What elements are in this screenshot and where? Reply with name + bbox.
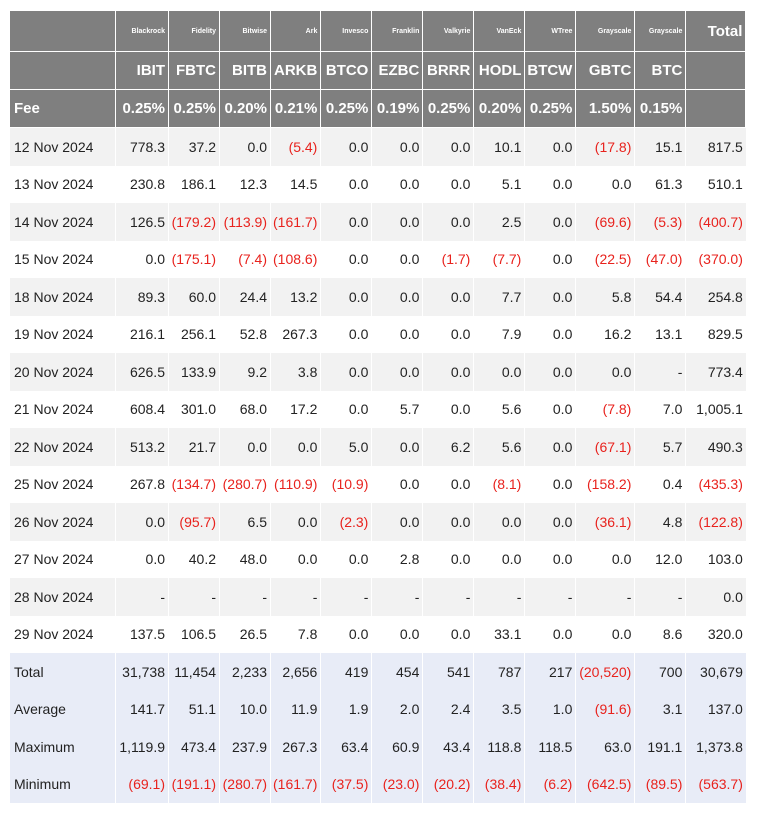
value-cell: 0.0 xyxy=(525,278,576,316)
value-cell: 0.0 xyxy=(116,241,169,279)
table-row xyxy=(10,241,746,279)
value-cell: 1.0 xyxy=(525,691,576,729)
value-cell: 0.0 xyxy=(423,278,474,316)
value-cell: 301.0 xyxy=(169,391,220,429)
date-cell: 20 Nov 2024 xyxy=(10,353,116,391)
value-cell: (17.8) xyxy=(576,128,635,166)
value-cell: - xyxy=(576,578,635,616)
value-cell: 3.1 xyxy=(635,691,686,729)
table-row xyxy=(10,128,746,166)
value-cell: 0.0 xyxy=(525,241,576,279)
empty-cell xyxy=(686,90,746,128)
value-cell: 12.0 xyxy=(635,541,686,579)
value-cell: 7.9 xyxy=(474,316,525,354)
row-total-cell: 30,679 xyxy=(686,653,746,691)
table-row xyxy=(10,316,746,354)
value-cell: 2,656 xyxy=(271,653,321,691)
fee-cell: 0.20% xyxy=(474,90,525,128)
value-cell: 0.0 xyxy=(372,241,423,279)
row-total-cell: 490.3 xyxy=(686,428,746,466)
ticker-cell: GBTC xyxy=(576,52,635,90)
row-total-cell: 137.0 xyxy=(686,691,746,729)
table-row xyxy=(10,428,746,466)
value-cell: 0.0 xyxy=(271,503,321,541)
value-cell: (5.4) xyxy=(271,128,321,166)
value-cell: 0.0 xyxy=(423,316,474,354)
value-cell: 454 xyxy=(372,653,423,691)
value-cell: 0.0 xyxy=(474,503,525,541)
value-cell: 2,233 xyxy=(220,653,271,691)
value-cell: (642.5) xyxy=(576,766,635,804)
value-cell: 0.0 xyxy=(525,503,576,541)
value-cell: 787 xyxy=(474,653,525,691)
value-cell: 126.5 xyxy=(116,203,169,241)
value-cell: 0.0 xyxy=(321,541,372,579)
value-cell: 0.0 xyxy=(576,541,635,579)
value-cell: 230.8 xyxy=(116,166,169,204)
row-total-cell: 773.4 xyxy=(686,353,746,391)
value-cell: 0.0 xyxy=(321,278,372,316)
value-cell: (2.3) xyxy=(321,503,372,541)
ticker-cell: IBIT xyxy=(116,52,169,90)
value-cell: (161.7) xyxy=(271,766,321,804)
value-cell: - xyxy=(635,353,686,391)
value-cell: (67.1) xyxy=(576,428,635,466)
summary-label: Maximum xyxy=(10,728,116,766)
value-cell: 26.5 xyxy=(220,616,271,654)
value-cell: (38.4) xyxy=(474,766,525,804)
value-cell: 3.8 xyxy=(271,353,321,391)
value-cell: 2.0 xyxy=(372,691,423,729)
value-cell: 0.0 xyxy=(271,428,321,466)
value-cell: 0.4 xyxy=(635,466,686,504)
date-cell: 22 Nov 2024 xyxy=(10,428,116,466)
value-cell: 0.0 xyxy=(423,166,474,204)
value-cell: 63.4 xyxy=(321,728,372,766)
value-cell: 0.0 xyxy=(423,391,474,429)
value-cell: (110.9) xyxy=(271,466,321,504)
value-cell: 12.3 xyxy=(220,166,271,204)
value-cell: (179.2) xyxy=(169,203,220,241)
value-cell: 0.0 xyxy=(423,503,474,541)
value-cell: (7.4) xyxy=(220,241,271,279)
fee-cell: 0.25% xyxy=(169,90,220,128)
fee-cell: 0.21% xyxy=(271,90,321,128)
value-cell: 63.0 xyxy=(576,728,635,766)
value-cell: 0.0 xyxy=(372,316,423,354)
row-total-cell: (435.3) xyxy=(686,466,746,504)
value-cell: 52.8 xyxy=(220,316,271,354)
value-cell: 267.3 xyxy=(271,316,321,354)
value-cell: (37.5) xyxy=(321,766,372,804)
value-cell: 267.3 xyxy=(271,728,321,766)
value-cell: 10.0 xyxy=(220,691,271,729)
value-cell: (10.9) xyxy=(321,466,372,504)
value-cell: 9.2 xyxy=(220,353,271,391)
value-cell: 0.0 xyxy=(321,316,372,354)
issuer-cell: WTree xyxy=(525,11,576,52)
fee-row xyxy=(10,90,746,128)
value-cell: 5.7 xyxy=(635,428,686,466)
value-cell: 141.7 xyxy=(116,691,169,729)
value-cell: 5.6 xyxy=(474,428,525,466)
summary-row xyxy=(10,728,746,766)
value-cell: 0.0 xyxy=(423,466,474,504)
value-cell: (91.6) xyxy=(576,691,635,729)
value-cell: 0.0 xyxy=(576,353,635,391)
value-cell: (36.1) xyxy=(576,503,635,541)
ticker-cell: BTCO xyxy=(321,52,372,90)
value-cell: 0.0 xyxy=(321,391,372,429)
value-cell: 24.4 xyxy=(220,278,271,316)
date-cell: 18 Nov 2024 xyxy=(10,278,116,316)
ticker-cell: BITB xyxy=(220,52,271,90)
date-cell: 25 Nov 2024 xyxy=(10,466,116,504)
summary-label: Minimum xyxy=(10,766,116,804)
value-cell: (69.6) xyxy=(576,203,635,241)
value-cell: 5.1 xyxy=(474,166,525,204)
date-cell: 21 Nov 2024 xyxy=(10,391,116,429)
value-cell: 2.5 xyxy=(474,203,525,241)
value-cell: 0.0 xyxy=(525,316,576,354)
value-cell: 17.2 xyxy=(271,391,321,429)
date-cell: 14 Nov 2024 xyxy=(10,203,116,241)
value-cell: 0.0 xyxy=(372,203,423,241)
table-row xyxy=(10,166,746,204)
value-cell: 1.9 xyxy=(321,691,372,729)
date-cell: 19 Nov 2024 xyxy=(10,316,116,354)
value-cell: 0.0 xyxy=(372,466,423,504)
value-cell: 0.0 xyxy=(474,353,525,391)
table-row xyxy=(10,503,746,541)
ticker-cell: EZBC xyxy=(372,52,423,90)
value-cell: (22.5) xyxy=(576,241,635,279)
value-cell: 60.0 xyxy=(169,278,220,316)
empty-cell xyxy=(686,52,746,90)
value-cell: 14.5 xyxy=(271,166,321,204)
value-cell: (134.7) xyxy=(169,466,220,504)
issuer-cell: Fidelity xyxy=(169,11,220,52)
date-cell: 13 Nov 2024 xyxy=(10,166,116,204)
value-cell: 1,119.9 xyxy=(116,728,169,766)
total-column-header: Total xyxy=(686,11,746,52)
value-cell: 0.0 xyxy=(271,541,321,579)
table-header xyxy=(10,11,746,128)
value-cell: 3.5 xyxy=(474,691,525,729)
value-cell: 51.1 xyxy=(169,691,220,729)
fee-cell: 0.25% xyxy=(423,90,474,128)
row-total-cell: (563.7) xyxy=(686,766,746,804)
issuer-cell: Blackrock xyxy=(116,11,169,52)
table-row xyxy=(10,353,746,391)
value-cell: 43.4 xyxy=(423,728,474,766)
row-total-cell: 103.0 xyxy=(686,541,746,579)
value-cell: 0.0 xyxy=(525,203,576,241)
value-cell: 6.5 xyxy=(220,503,271,541)
value-cell: 5.7 xyxy=(372,391,423,429)
row-total-cell: 1,005.1 xyxy=(686,391,746,429)
corner-cell xyxy=(10,11,116,52)
table-row xyxy=(10,541,746,579)
value-cell: - xyxy=(321,578,372,616)
value-cell: 0.0 xyxy=(321,616,372,654)
corner-cell xyxy=(10,52,116,90)
value-cell: 5.0 xyxy=(321,428,372,466)
row-total-cell: 0.0 xyxy=(686,578,746,616)
value-cell: (108.6) xyxy=(271,241,321,279)
value-cell: 0.0 xyxy=(423,616,474,654)
value-cell: 13.2 xyxy=(271,278,321,316)
value-cell: 133.9 xyxy=(169,353,220,391)
value-cell: 106.5 xyxy=(169,616,220,654)
value-cell: 0.0 xyxy=(372,503,423,541)
value-cell: 0.0 xyxy=(372,128,423,166)
value-cell: 11.9 xyxy=(271,691,321,729)
table-row xyxy=(10,616,746,654)
fee-label: Fee xyxy=(10,90,116,128)
value-cell: 13.1 xyxy=(635,316,686,354)
row-total-cell: 817.5 xyxy=(686,128,746,166)
date-cell: 28 Nov 2024 xyxy=(10,578,116,616)
value-cell: 15.1 xyxy=(635,128,686,166)
value-cell: (5.3) xyxy=(635,203,686,241)
fee-cell: 0.25% xyxy=(525,90,576,128)
value-cell: - xyxy=(474,578,525,616)
summary-label: Total xyxy=(10,653,116,691)
row-total-cell: 510.1 xyxy=(686,166,746,204)
table-row xyxy=(10,466,746,504)
value-cell: 0.0 xyxy=(525,466,576,504)
issuer-row xyxy=(10,11,746,52)
value-cell: 40.2 xyxy=(169,541,220,579)
value-cell: 54.4 xyxy=(635,278,686,316)
value-cell: 0.0 xyxy=(220,428,271,466)
value-cell: 6.2 xyxy=(423,428,474,466)
date-cell: 26 Nov 2024 xyxy=(10,503,116,541)
value-cell: (113.9) xyxy=(220,203,271,241)
date-cell: 12 Nov 2024 xyxy=(10,128,116,166)
value-cell: 513.2 xyxy=(116,428,169,466)
value-cell: 0.0 xyxy=(423,128,474,166)
value-cell: (89.5) xyxy=(635,766,686,804)
value-cell: 256.1 xyxy=(169,316,220,354)
value-cell: 186.1 xyxy=(169,166,220,204)
value-cell: (158.2) xyxy=(576,466,635,504)
value-cell: 0.0 xyxy=(525,353,576,391)
table-body xyxy=(10,128,746,804)
value-cell: - xyxy=(169,578,220,616)
fee-cell: 1.50% xyxy=(576,90,635,128)
value-cell: 216.1 xyxy=(116,316,169,354)
value-cell: 0.0 xyxy=(474,541,525,579)
value-cell: 0.0 xyxy=(576,616,635,654)
issuer-cell: Valkyrie xyxy=(423,11,474,52)
value-cell: 267.8 xyxy=(116,466,169,504)
value-cell: (23.0) xyxy=(372,766,423,804)
issuer-cell: Franklin xyxy=(372,11,423,52)
value-cell: 89.3 xyxy=(116,278,169,316)
value-cell: 0.0 xyxy=(372,166,423,204)
value-cell: 217 xyxy=(525,653,576,691)
row-total-cell: (400.7) xyxy=(686,203,746,241)
ticker-cell: ARKB xyxy=(271,52,321,90)
value-cell: 0.0 xyxy=(525,391,576,429)
row-total-cell: 829.5 xyxy=(686,316,746,354)
value-cell: - xyxy=(271,578,321,616)
value-cell: - xyxy=(635,578,686,616)
value-cell: 31,738 xyxy=(116,653,169,691)
value-cell: 68.0 xyxy=(220,391,271,429)
table-row xyxy=(10,203,746,241)
value-cell: (7.8) xyxy=(576,391,635,429)
row-total-cell: (370.0) xyxy=(686,241,746,279)
value-cell: 118.5 xyxy=(525,728,576,766)
value-cell: 237.9 xyxy=(220,728,271,766)
fee-cell: 0.25% xyxy=(116,90,169,128)
issuer-cell: VanEck xyxy=(474,11,525,52)
value-cell: 48.0 xyxy=(220,541,271,579)
table-row xyxy=(10,391,746,429)
value-cell: (280.7) xyxy=(220,466,271,504)
value-cell: 419 xyxy=(321,653,372,691)
value-cell: 626.5 xyxy=(116,353,169,391)
value-cell: (6.2) xyxy=(525,766,576,804)
ticker-cell: BTC xyxy=(635,52,686,90)
value-cell: 60.9 xyxy=(372,728,423,766)
ticker-cell: FBTC xyxy=(169,52,220,90)
value-cell: (8.1) xyxy=(474,466,525,504)
ticker-row xyxy=(10,52,746,90)
summary-row xyxy=(10,653,746,691)
value-cell: - xyxy=(423,578,474,616)
ticker-cell: BRRR xyxy=(423,52,474,90)
value-cell: 0.0 xyxy=(321,203,372,241)
value-cell: - xyxy=(220,578,271,616)
value-cell: 7.7 xyxy=(474,278,525,316)
value-cell: 0.0 xyxy=(321,166,372,204)
value-cell: 2.8 xyxy=(372,541,423,579)
etf-flows-table-wrapper xyxy=(9,10,746,803)
value-cell: 0.0 xyxy=(372,278,423,316)
value-cell: 608.4 xyxy=(116,391,169,429)
value-cell: 541 xyxy=(423,653,474,691)
value-cell: 0.0 xyxy=(372,353,423,391)
summary-row xyxy=(10,766,746,804)
value-cell: 0.0 xyxy=(321,241,372,279)
value-cell: 5.6 xyxy=(474,391,525,429)
value-cell: 0.0 xyxy=(525,428,576,466)
value-cell: 137.5 xyxy=(116,616,169,654)
row-total-cell: 1,373.8 xyxy=(686,728,746,766)
value-cell: 0.0 xyxy=(423,541,474,579)
value-cell: 0.0 xyxy=(576,166,635,204)
date-cell: 15 Nov 2024 xyxy=(10,241,116,279)
value-cell: (95.7) xyxy=(169,503,220,541)
value-cell: 37.2 xyxy=(169,128,220,166)
value-cell: 16.2 xyxy=(576,316,635,354)
value-cell: (161.7) xyxy=(271,203,321,241)
issuer-cell: Grayscale xyxy=(635,11,686,52)
value-cell: 11,454 xyxy=(169,653,220,691)
date-cell: 27 Nov 2024 xyxy=(10,541,116,579)
value-cell: (47.0) xyxy=(635,241,686,279)
value-cell: 0.0 xyxy=(321,353,372,391)
value-cell: 0.0 xyxy=(372,616,423,654)
value-cell: 0.0 xyxy=(116,541,169,579)
value-cell: (20,520) xyxy=(576,653,635,691)
fee-cell: 0.15% xyxy=(635,90,686,128)
value-cell: (280.7) xyxy=(220,766,271,804)
value-cell: 778.3 xyxy=(116,128,169,166)
value-cell: (69.1) xyxy=(116,766,169,804)
value-cell: 191.1 xyxy=(635,728,686,766)
value-cell: 61.3 xyxy=(635,166,686,204)
value-cell: (7.7) xyxy=(474,241,525,279)
value-cell: 0.0 xyxy=(525,541,576,579)
value-cell: 0.0 xyxy=(525,128,576,166)
value-cell: (20.2) xyxy=(423,766,474,804)
value-cell: 473.4 xyxy=(169,728,220,766)
issuer-cell: Ark xyxy=(271,11,321,52)
value-cell: (175.1) xyxy=(169,241,220,279)
value-cell: - xyxy=(116,578,169,616)
value-cell: 700 xyxy=(635,653,686,691)
issuer-cell: Invesco xyxy=(321,11,372,52)
issuer-cell: Grayscale xyxy=(576,11,635,52)
fee-cell: 0.25% xyxy=(321,90,372,128)
value-cell: 7.8 xyxy=(271,616,321,654)
fee-cell: 0.20% xyxy=(220,90,271,128)
row-total-cell: 320.0 xyxy=(686,616,746,654)
value-cell: 5.8 xyxy=(576,278,635,316)
table-row xyxy=(10,278,746,316)
value-cell: (1.7) xyxy=(423,241,474,279)
summary-label: Average xyxy=(10,691,116,729)
date-cell: 29 Nov 2024 xyxy=(10,616,116,654)
ticker-cell: HODL xyxy=(474,52,525,90)
table-row xyxy=(10,578,746,616)
value-cell: - xyxy=(372,578,423,616)
summary-row xyxy=(10,691,746,729)
value-cell: 21.7 xyxy=(169,428,220,466)
value-cell: 0.0 xyxy=(423,203,474,241)
row-total-cell: (122.8) xyxy=(686,503,746,541)
value-cell: 0.0 xyxy=(525,616,576,654)
value-cell: (191.1) xyxy=(169,766,220,804)
value-cell: 2.4 xyxy=(423,691,474,729)
value-cell: 4.8 xyxy=(635,503,686,541)
issuer-cell: Bitwise xyxy=(220,11,271,52)
value-cell: 0.0 xyxy=(372,428,423,466)
value-cell: 118.8 xyxy=(474,728,525,766)
etf-flows-table xyxy=(9,10,746,803)
value-cell: 0.0 xyxy=(525,166,576,204)
value-cell: 0.0 xyxy=(423,353,474,391)
value-cell: - xyxy=(525,578,576,616)
value-cell: 33.1 xyxy=(474,616,525,654)
value-cell: 7.0 xyxy=(635,391,686,429)
fee-cell: 0.19% xyxy=(372,90,423,128)
ticker-cell: BTCW xyxy=(525,52,576,90)
row-total-cell: 254.8 xyxy=(686,278,746,316)
value-cell: 0.0 xyxy=(220,128,271,166)
value-cell: 0.0 xyxy=(321,128,372,166)
value-cell: 10.1 xyxy=(474,128,525,166)
value-cell: 0.0 xyxy=(116,503,169,541)
value-cell: 8.6 xyxy=(635,616,686,654)
